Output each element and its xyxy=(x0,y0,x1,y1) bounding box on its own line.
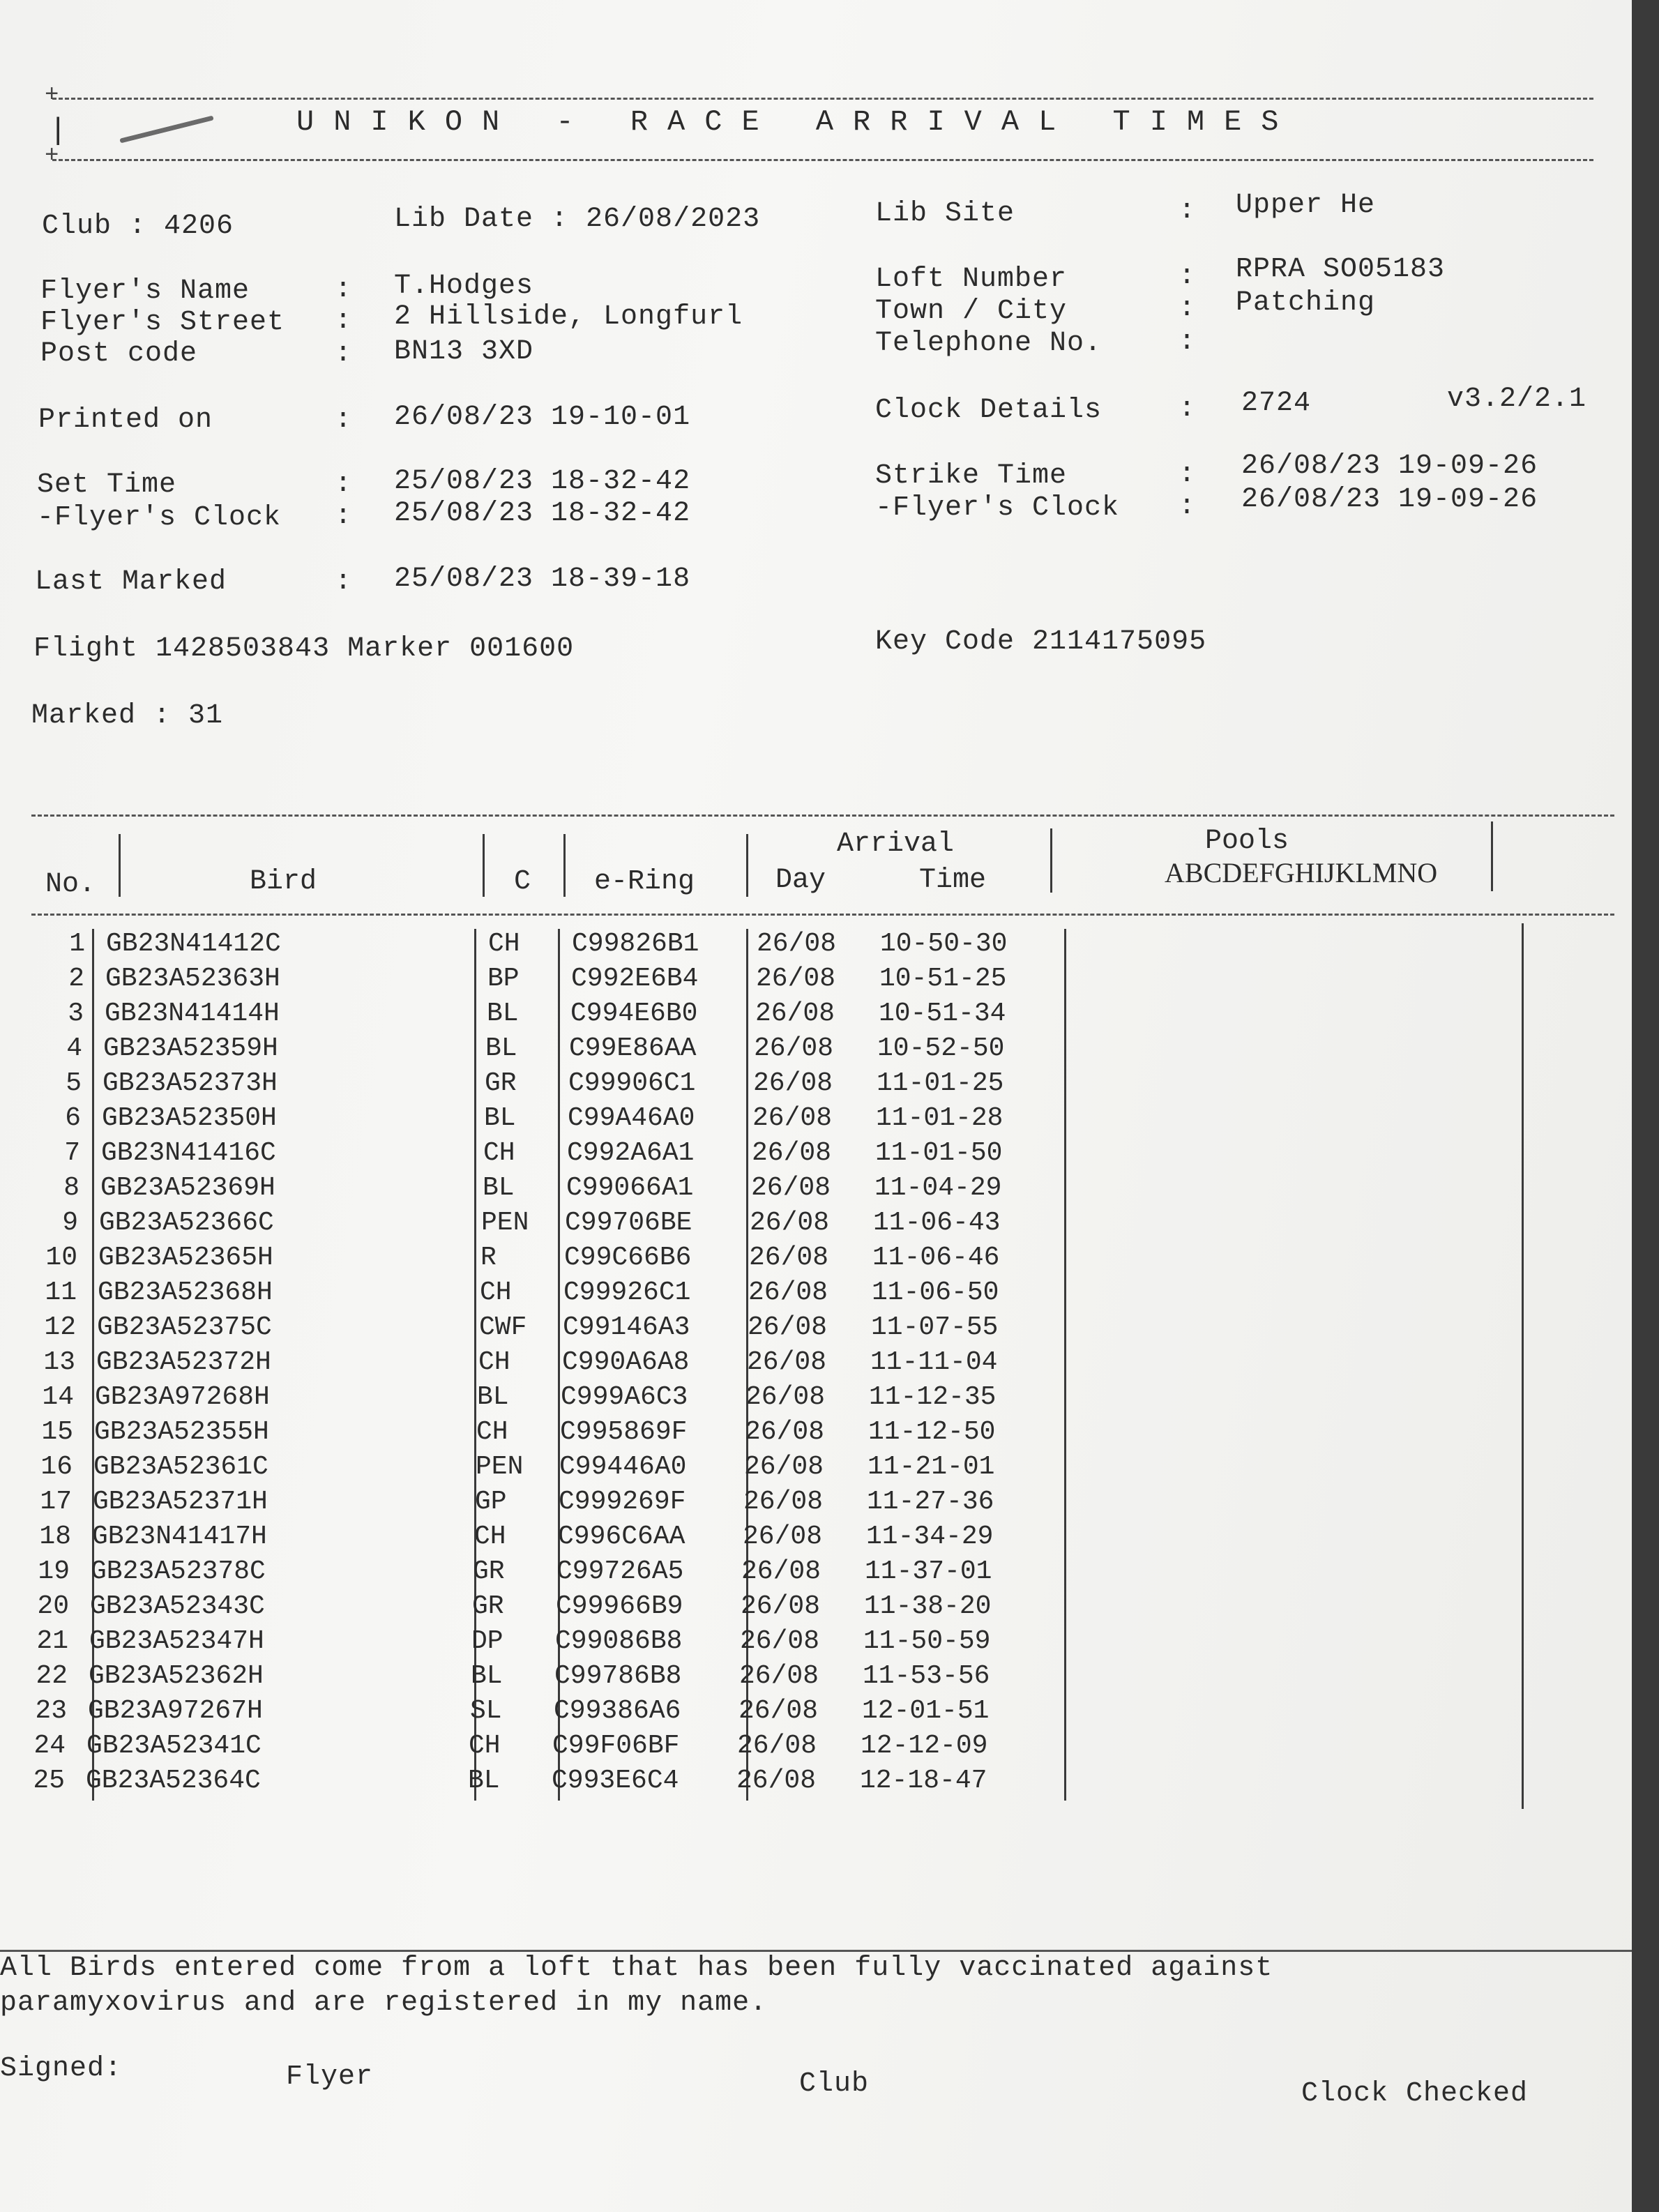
phone-label: Telephone No. xyxy=(875,328,1103,359)
ering-code: C99446A0 xyxy=(559,1452,687,1482)
bird-colour: PEN xyxy=(481,1208,529,1238)
flight-marker: Flight 1428503843 Marker 001600 xyxy=(33,633,575,665)
bird-id: GB23A52362H xyxy=(89,1661,264,1691)
bird-id: GB23N41414H xyxy=(105,999,280,1029)
bird-id: GB23A52366C xyxy=(99,1208,274,1238)
bird-colour: GR xyxy=(485,1068,517,1098)
bird-id: GB23A52378C xyxy=(91,1556,266,1586)
ering-code: C996C6AA xyxy=(558,1522,685,1552)
arrival-time: 11-34-29 xyxy=(866,1522,994,1552)
arrival-time: 11-21-01 xyxy=(868,1452,995,1482)
set-time-value: 25/08/23 18-32-42 xyxy=(394,466,691,497)
arrival-time: 11-01-25 xyxy=(877,1068,1004,1098)
bird-colour: BL xyxy=(487,999,519,1029)
ering-code: C99926C1 xyxy=(563,1278,691,1308)
bird-colour: CH xyxy=(478,1347,510,1377)
arrival-day: 26/08 xyxy=(736,1766,817,1796)
title-top-border xyxy=(52,98,1593,100)
colon: : xyxy=(335,566,353,598)
row-number: 17 xyxy=(40,1487,72,1517)
ering-code: C992E6B4 xyxy=(571,964,699,994)
bird-id: GB23A52372H xyxy=(96,1347,271,1377)
header-pool-letters: ABCDEFGHIJKLMNO xyxy=(1165,857,1438,888)
ering-code: C99826B1 xyxy=(572,929,699,959)
clock-details-value: 2724 xyxy=(1241,388,1312,419)
colon: : xyxy=(335,501,353,532)
bird-id: GB23N41417H xyxy=(92,1522,267,1552)
club-signature-label: Club xyxy=(799,2068,870,2100)
row-number: 15 xyxy=(41,1417,73,1447)
corner-plus: + xyxy=(45,143,59,169)
flyer-name-value: T.Hodges xyxy=(394,271,534,302)
footer-divider xyxy=(0,1950,1632,1952)
ering-code: C99F06BF xyxy=(552,1731,680,1761)
arrival-day: 26/08 xyxy=(753,1068,833,1098)
arrival-time: 12-18-47 xyxy=(860,1766,987,1796)
row-number: 11 xyxy=(45,1278,77,1308)
colon: : xyxy=(1179,261,1197,292)
bird-id: GB23A97267H xyxy=(88,1696,263,1726)
ering-code: C99E86AA xyxy=(569,1033,697,1063)
arrival-time: 11-27-36 xyxy=(867,1487,994,1517)
arrival-time: 11-37-01 xyxy=(865,1556,992,1586)
arrival-day: 26/08 xyxy=(755,999,835,1029)
bird-colour: BL xyxy=(485,1033,517,1063)
arrival-time: 11-12-35 xyxy=(869,1382,997,1412)
arrival-day: 26/08 xyxy=(752,1103,833,1133)
arrival-day: 26/08 xyxy=(740,1626,820,1656)
bird-colour: BL xyxy=(468,1766,500,1796)
ering-code: C99A46A0 xyxy=(568,1103,695,1133)
arrival-day: 26/08 xyxy=(739,1661,819,1691)
table-top-border xyxy=(31,815,1614,817)
bird-id: GB23A52364C xyxy=(86,1766,261,1796)
last-marked-value: 25/08/23 18-39-18 xyxy=(394,563,691,595)
arrival-time: 11-06-43 xyxy=(873,1208,1001,1238)
arrival-day: 26/08 xyxy=(738,1696,819,1726)
signed-label: Signed: xyxy=(0,2053,123,2084)
printed-label: Printed on xyxy=(38,404,213,436)
col-divider xyxy=(746,834,748,897)
col-divider xyxy=(563,834,566,897)
arrival-day: 26/08 xyxy=(745,1417,825,1447)
arrival-day: 26/08 xyxy=(737,1731,817,1761)
col-divider xyxy=(1491,821,1493,891)
arrival-time: 11-06-50 xyxy=(872,1278,999,1308)
arrival-time: 10-52-50 xyxy=(877,1033,1005,1063)
arrival-day: 26/08 xyxy=(752,1138,832,1168)
row-number: 21 xyxy=(36,1626,68,1656)
colon: : xyxy=(335,305,353,337)
arrival-time: 11-01-50 xyxy=(875,1138,1003,1168)
header-day: Day xyxy=(775,865,826,896)
arrival-time: 11-01-28 xyxy=(876,1103,1003,1133)
colon: : xyxy=(1179,491,1197,522)
set-flyer-clock-value: 25/08/23 18-32-42 xyxy=(394,498,691,529)
bird-colour: BL xyxy=(471,1661,503,1691)
row-number: 4 xyxy=(66,1033,82,1063)
colon: : xyxy=(335,338,353,370)
row-number: 16 xyxy=(40,1452,73,1482)
bird-id: GB23A52373H xyxy=(103,1068,278,1098)
arrival-time: 12-01-51 xyxy=(862,1696,990,1726)
arrival-time: 11-11-04 xyxy=(870,1347,998,1377)
arrival-day: 26/08 xyxy=(750,1208,830,1238)
table-header-border xyxy=(31,914,1614,916)
colon: : xyxy=(335,274,353,305)
row-number: 8 xyxy=(63,1173,79,1203)
bird-colour: CH xyxy=(483,1138,515,1168)
row-number: 20 xyxy=(37,1591,69,1621)
ering-code: C995869F xyxy=(560,1417,688,1447)
ering-code: C99C66B6 xyxy=(564,1243,692,1273)
bird-id: GB23A52343C xyxy=(90,1591,265,1621)
header-bird: Bird xyxy=(250,866,317,897)
loft-label: Loft Number xyxy=(875,264,1068,295)
row-number: 3 xyxy=(68,999,84,1029)
bird-id: GB23A52341C xyxy=(86,1731,262,1761)
col-divider xyxy=(1064,929,1066,1801)
declaration-line-1: All Birds entered come from a loft that has been fully vaccinated against xyxy=(0,1953,1273,1984)
ering-code: C999A6C3 xyxy=(561,1382,688,1412)
bird-colour: CH xyxy=(474,1522,506,1552)
bird-id: GB23A52365H xyxy=(98,1243,273,1273)
arrival-day: 26/08 xyxy=(745,1382,826,1412)
flyer-name-label: Flyer's Name xyxy=(40,275,250,307)
lib-site-value: Upper He xyxy=(1236,190,1376,221)
arrival-day: 26/08 xyxy=(757,929,837,959)
bird-colour: CH xyxy=(469,1731,501,1761)
ering-code: C992A6A1 xyxy=(567,1138,695,1168)
title-left-bar: | xyxy=(49,114,68,149)
colon: : xyxy=(1179,326,1197,358)
arrival-day: 26/08 xyxy=(756,964,836,994)
colon: : xyxy=(335,404,353,436)
report-title: UNIKON - RACE ARRIVAL TIMES xyxy=(296,105,1298,139)
arrival-day: 26/08 xyxy=(743,1487,824,1517)
col-divider xyxy=(1050,828,1052,893)
header-c: C xyxy=(514,866,531,897)
ering-code: C99146A3 xyxy=(563,1312,690,1342)
title-bottom-border xyxy=(52,159,1593,161)
ering-code: C99906C1 xyxy=(568,1068,696,1098)
ering-code: C99086B8 xyxy=(555,1626,683,1656)
ering-code: C99726A5 xyxy=(556,1556,684,1586)
bird-colour: PEN xyxy=(476,1452,524,1482)
ering-code: C99386A6 xyxy=(554,1696,681,1726)
bird-colour: CH xyxy=(480,1278,512,1308)
row-number: 13 xyxy=(43,1347,75,1377)
bird-id: GB23A52375C xyxy=(97,1312,272,1342)
arrival-time: 11-07-55 xyxy=(871,1312,999,1342)
bird-id: GB23A52361C xyxy=(93,1452,268,1482)
postcode-value: BN13 3XD xyxy=(394,336,534,368)
row-number: 2 xyxy=(68,964,84,994)
arrival-time: 11-53-56 xyxy=(863,1661,990,1691)
arrival-day: 26/08 xyxy=(751,1173,831,1203)
arrival-time: 10-50-30 xyxy=(880,929,1008,959)
arrival-time: 10-51-25 xyxy=(879,964,1007,994)
arrival-time: 11-38-20 xyxy=(864,1591,992,1621)
bird-id: GB23A52350H xyxy=(102,1103,277,1133)
row-number: 22 xyxy=(36,1661,68,1691)
background-edge xyxy=(1632,0,1659,2212)
row-number: 7 xyxy=(64,1138,80,1168)
row-number: 1 xyxy=(69,929,85,959)
strike-time-value: 26/08/23 19-09-26 xyxy=(1241,450,1538,482)
ering-code: C99706BE xyxy=(565,1208,692,1238)
bird-colour: CH xyxy=(488,929,520,959)
ering-code: C999269F xyxy=(559,1487,686,1517)
ering-code: C990A6A8 xyxy=(562,1347,690,1377)
marked-count: Marked : 31 xyxy=(31,700,224,732)
row-number: 6 xyxy=(65,1103,81,1133)
clock-version: v3.2/2.1 xyxy=(1447,384,1587,415)
strike-time-label: Strike Time xyxy=(875,460,1068,492)
col-divider xyxy=(483,834,485,897)
ering-code: C994E6B0 xyxy=(570,999,698,1029)
town-value: Patching xyxy=(1236,287,1376,319)
bird-colour: BL xyxy=(477,1382,509,1412)
bird-id: GB23A52371H xyxy=(93,1487,268,1517)
bird-colour: R xyxy=(480,1243,497,1273)
header-time: Time xyxy=(919,865,987,896)
row-number: 10 xyxy=(45,1243,77,1273)
bird-colour: GP xyxy=(475,1487,507,1517)
bird-id: GB23A52347H xyxy=(89,1626,264,1656)
arrival-day: 26/08 xyxy=(744,1452,824,1482)
bird-colour: CH xyxy=(476,1417,508,1447)
postcode-label: Post code xyxy=(40,338,198,370)
loft-value: RPRA SO05183 xyxy=(1236,254,1446,285)
ering-code: C99786B8 xyxy=(554,1661,682,1691)
header-pools: Pools xyxy=(1205,826,1289,857)
last-marked-label: Last Marked xyxy=(35,566,227,598)
bird-colour: GR xyxy=(473,1556,505,1586)
arrival-day: 26/08 xyxy=(741,1591,821,1621)
arrival-day: 26/08 xyxy=(743,1522,823,1552)
header-no: No. xyxy=(45,869,96,900)
arrival-time: 10-51-34 xyxy=(879,999,1006,1029)
arrival-time: 11-12-50 xyxy=(868,1417,996,1447)
ering-code: C99966B9 xyxy=(556,1591,683,1621)
colon: : xyxy=(1179,393,1197,425)
bird-id: GB23A52359H xyxy=(103,1033,278,1063)
set-flyer-clock-label: -Flyer's Clock xyxy=(37,502,282,533)
col-divider xyxy=(119,834,121,897)
bird-id: GB23N41412C xyxy=(106,929,281,959)
printed-value: 26/08/23 19-10-01 xyxy=(394,402,691,433)
row-number: 14 xyxy=(42,1382,74,1412)
bird-colour: BP xyxy=(487,964,520,994)
ering-code: C99066A1 xyxy=(566,1173,694,1203)
bird-id: GB23A52363H xyxy=(105,964,280,994)
strike-flyer-clock-value: 26/08/23 19-09-26 xyxy=(1241,484,1538,515)
arrival-time: 11-04-29 xyxy=(874,1173,1002,1203)
lib-site-label: Lib Site xyxy=(875,198,1015,229)
arrival-day: 26/08 xyxy=(748,1312,828,1342)
club-line: Club : 4206 xyxy=(42,211,234,242)
bird-colour: BL xyxy=(484,1103,516,1133)
bird-colour: BL xyxy=(483,1173,515,1203)
pen-mark xyxy=(119,115,214,143)
flyer-street-value: 2 Hillside, Longfurl xyxy=(394,301,743,333)
bird-id: GB23N41416C xyxy=(101,1138,276,1168)
clock-details-label: Clock Details xyxy=(875,395,1103,426)
col-divider xyxy=(1522,923,1524,1809)
row-number: 9 xyxy=(62,1208,78,1238)
arrival-day: 26/08 xyxy=(748,1278,828,1308)
colon: : xyxy=(335,469,353,500)
arrival-time: 11-50-59 xyxy=(863,1626,991,1656)
flyer-street-label: Flyer's Street xyxy=(40,307,285,338)
arrival-time: 12-12-09 xyxy=(861,1731,988,1761)
row-number: 25 xyxy=(33,1766,65,1796)
row-number: 19 xyxy=(38,1556,70,1586)
arrival-day: 26/08 xyxy=(741,1556,821,1586)
bird-colour: SL xyxy=(470,1696,502,1726)
arrival-day: 26/08 xyxy=(749,1243,829,1273)
arrival-time: 11-06-46 xyxy=(872,1243,1000,1273)
colon: : xyxy=(1179,195,1197,227)
colon: : xyxy=(1179,293,1197,324)
bird-colour: GR xyxy=(472,1591,504,1621)
bird-id: GB23A52355H xyxy=(94,1417,269,1447)
clock-checked-label: Clock Checked xyxy=(1301,2078,1529,2109)
bird-id: GB23A97268H xyxy=(95,1382,270,1412)
colon: : xyxy=(1179,459,1197,490)
row-number: 12 xyxy=(44,1312,76,1342)
arrival-day: 26/08 xyxy=(747,1347,827,1377)
bird-colour: CWF xyxy=(479,1312,527,1342)
row-number: 24 xyxy=(33,1731,66,1761)
row-number: 18 xyxy=(39,1522,71,1552)
lib-date: Lib Date : 26/08/2023 xyxy=(394,204,761,235)
declaration-line-2: paramyxovirus and are registered in my name. xyxy=(0,1987,768,2019)
arrival-day: 26/08 xyxy=(754,1033,834,1063)
town-label: Town / City xyxy=(875,296,1068,327)
corner-plus: + xyxy=(45,82,59,109)
header-ering: e-Ring xyxy=(594,866,695,897)
key-code: Key Code 2114175095 xyxy=(875,626,1207,658)
row-number: 23 xyxy=(35,1696,67,1726)
header-arrival: Arrival xyxy=(837,828,955,860)
ering-code: C993E6C4 xyxy=(552,1766,679,1796)
bird-id: GB23A52369H xyxy=(100,1173,275,1203)
flyer-signature-label: Flyer xyxy=(286,2061,374,2093)
set-time-label: Set Time xyxy=(37,469,177,501)
strike-flyer-clock-label: -Flyer's Clock xyxy=(875,492,1120,524)
bird-id: GB23A52368H xyxy=(98,1278,273,1308)
bird-colour: DP xyxy=(471,1626,503,1656)
row-number: 5 xyxy=(66,1068,82,1098)
